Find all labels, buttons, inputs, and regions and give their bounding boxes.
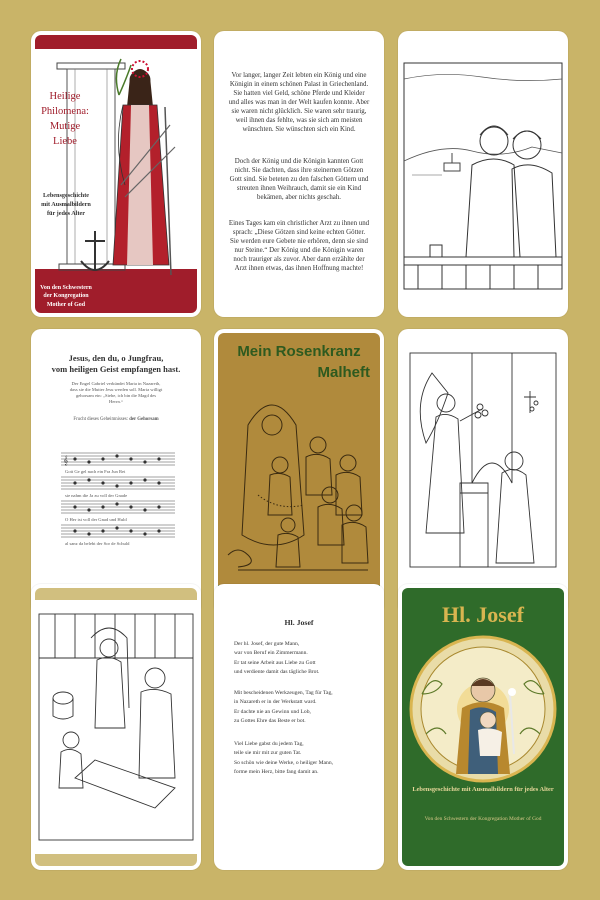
- josef-cover-card[interactable]: [398, 584, 568, 870]
- poem-title: Hl. Josef: [284, 618, 314, 627]
- fruit-prefix: Frucht dieses Geheimnisses:: [73, 417, 129, 422]
- poem-line: Viel Liebe gabst du jedem Tag,: [234, 741, 304, 747]
- poem-line: So schön wie deine Werke, o heiliger Mann,: [234, 759, 334, 766]
- coloring-page-king-queen-card[interactable]: [398, 31, 568, 317]
- josef-cover-subtitle: Lebensgeschichte mit Ausmalbildern für jedes Alter: [412, 786, 554, 793]
- story-text-card[interactable]: [214, 31, 384, 317]
- poem-line: forme mein Herz, bitte fang damit an.: [234, 769, 319, 776]
- josef-poem-card[interactable]: [214, 584, 384, 870]
- annunciation-line-drawing: [402, 333, 564, 611]
- cover-subtitle: Lebensgeschichte mit Ausmalbildern für jedes Alter: [41, 192, 91, 217]
- lyrics-line-3: O Her ist voll der Gnad und Huld: [65, 517, 127, 522]
- poem-line: teile sie mir mit zur guten Tat.: [234, 750, 302, 757]
- josef-cover-title: Hl. Josef: [442, 602, 524, 627]
- coloring-page-annunciation-card[interactable]: [398, 329, 568, 615]
- svg-text:𝄞: 𝄞: [63, 456, 69, 466]
- rosary-song-card[interactable]: [31, 329, 201, 615]
- poem-stanza-1: [234, 640, 319, 678]
- josef-cover-authors: Von den Schwestern der Kongregation Mother of God: [424, 816, 542, 822]
- story-paragraph-3: Eines Tages kam ein christlicher Arzt zu ihnen und sprach: „Diese Götzen sind keine echten Götter. Sie werden eure Gebete nie erhören, denn sie sind nur Steine.“ Der König und die Königin waren noch trauriger als zuvor. Aber dann erzählte der Arzt ihnen etwas, das ihnen Hoffnung machte!: [228, 220, 370, 272]
- story-paragraph-2: Doch der König und die Königin kannten Gott nicht. Sie dachten, dass ihre steinernen Götzen Gott sind. Sie beteten zu den falschen Göttern und streuten ihnen Weihrauch, damit sie ein Kind bekämen, aber nichts geschah.: [229, 158, 369, 201]
- lyrics-line-4: al sanz da belebt der Sor de Schuld: [65, 541, 130, 546]
- song-intro: Der Engel Gabriel verkündet Maria in Nazareth, dass sie die Mutter Jesu werden soll. Maria willigt gehorsam ein: „Siehe, ich bin die Magd des Herrn.“: [69, 381, 163, 404]
- poem-line: in Nazareth er in der Werkstatt ward.: [234, 699, 317, 706]
- poem-line: Er tat seine Arbeit aus Liebe zu Gott: [234, 659, 316, 666]
- poem-line: und verdiente damit das tägliche Brot.: [234, 669, 320, 676]
- pillar-and-saint-illustration: [35, 35, 197, 313]
- poem-line: Der hl. Josef, der gute Mann,: [234, 641, 300, 647]
- poem-line: Er dachte nie an Gewinn und Lob,: [234, 708, 311, 715]
- rosenkranz-title-line-1: Mein Rosenkranz: [237, 343, 361, 360]
- cover-authors: Von den Schwestern der Kongregation Mother of God: [40, 284, 92, 308]
- poem-stanza-2: [234, 689, 333, 727]
- cover-title: Heilige Philomena: Mutige Liebe: [41, 91, 89, 147]
- poem-line: zu Gottes Ehre das Beste er bot.: [234, 718, 306, 725]
- rosenkranz-title-line-2: Malheft: [317, 364, 370, 381]
- lyrics-line-2: sie nahm die Ja zu voll der Gnade: [65, 493, 128, 498]
- philomena-cover-card[interactable]: [31, 31, 201, 317]
- poem-line: Mit bescheidenen Werkzeugen, Tag für Tag,: [234, 690, 333, 696]
- king-queen-line-drawing: [402, 35, 564, 313]
- fruit-word: der Gehorsam: [129, 417, 159, 422]
- poem-stanza-3: [234, 740, 333, 778]
- poem-line: war von Beruf ein Zimmermann.: [234, 650, 308, 657]
- mary-and-children-line-drawing: [218, 385, 380, 585]
- holy-family-workshop-line-drawing: [35, 588, 197, 866]
- story-paragraph-1: Vor langer, langer Zeit lebten ein König und eine Königin in einem schönen Palast in Griechenland. Sie hatten viel Geld, schöne Pferde und Kleider und alles was man in der Welt kaufen konnte. Aber sie waren nicht glücklich. Sie waren sehr traurig, weil ihnen das fehlte, was sie sich am meisten wünschten. Sie wünschten sich ein Kind.: [228, 72, 370, 133]
- rosenkranz-malheft-cover-card[interactable]: [214, 329, 384, 615]
- music-staves: [35, 449, 197, 569]
- saint-joseph-medallion: [402, 634, 564, 784]
- song-title-line-2: vom heiligen Geist empfangen hast.: [51, 364, 181, 374]
- coloring-page-workshop-card[interactable]: [31, 584, 201, 870]
- song-title-line-1: Jesus, den du, o Jungfrau,: [68, 353, 164, 363]
- song-fruit-line: [35, 417, 197, 422]
- lyrics-line-1: Gott Ge gel nach ein Fra Jun Rei: [65, 469, 126, 474]
